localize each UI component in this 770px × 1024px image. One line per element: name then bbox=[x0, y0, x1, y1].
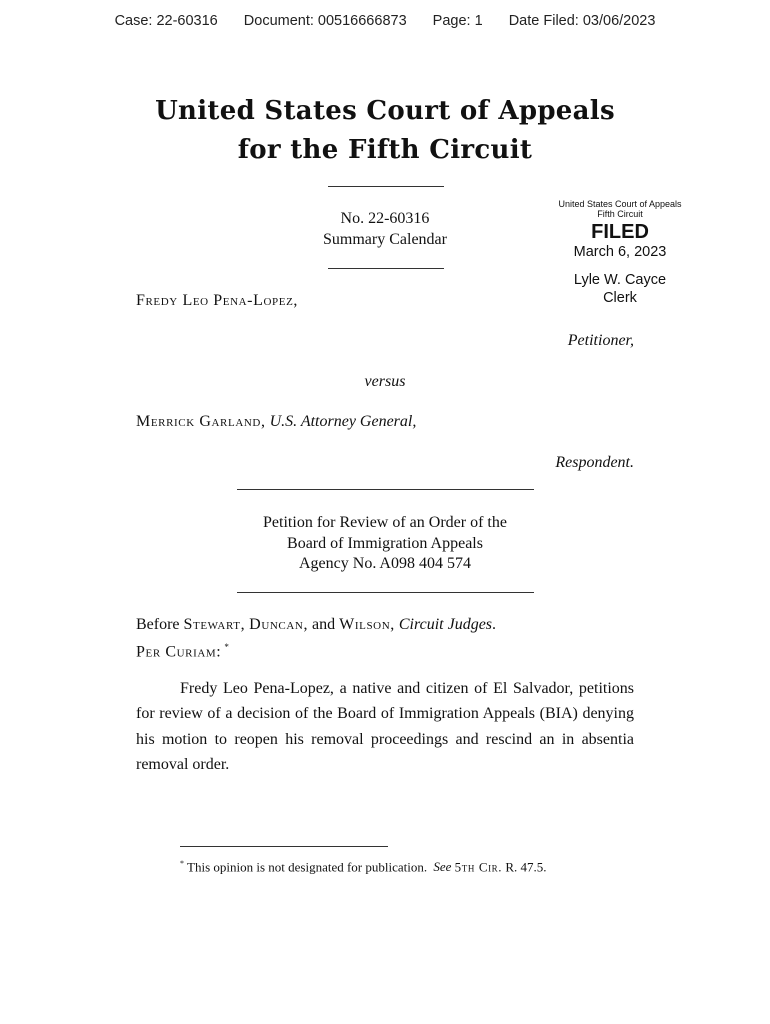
petitioner-name: Fredy Leo Pena-Lopez, bbox=[136, 292, 298, 309]
page-number-header: Page: 1 bbox=[432, 13, 483, 29]
petition-top-divider bbox=[237, 489, 534, 490]
footnote-mark: * bbox=[180, 859, 184, 868]
document-number-header: Document: 00516666873 bbox=[243, 13, 407, 29]
docket-number: No. 22-60316 bbox=[340, 210, 430, 227]
footnote-text: This opinion is not designated for publication. bbox=[187, 859, 428, 875]
stamp-clerk-title: Clerk bbox=[603, 290, 637, 306]
date-filed-header: Date Filed: 03/06/2023 bbox=[508, 13, 656, 29]
panel-line bbox=[136, 616, 496, 634]
body-line-1: Fredy Leo Pena-Lopez, a native and citizen of El Salvador, petitions bbox=[180, 680, 634, 697]
body-line-4: removal order. bbox=[136, 756, 230, 773]
agency-number: Agency No. A098 404 574 bbox=[299, 555, 471, 572]
petition-line1: Petition for Review of an Order of the bbox=[263, 514, 507, 531]
summary-calendar: Summary Calendar bbox=[323, 231, 447, 248]
petitioner-role: Petitioner, bbox=[567, 332, 634, 349]
title-divider bbox=[328, 186, 444, 187]
panel-and: and bbox=[312, 616, 336, 633]
respondent-title: U.S. Attorney General, bbox=[269, 413, 417, 430]
stamp-date: March 6, 2023 bbox=[573, 244, 667, 260]
panel-title: Circuit Judges bbox=[398, 616, 493, 633]
footnote-see: See bbox=[433, 859, 452, 875]
docket-divider bbox=[328, 268, 444, 269]
court-title-line1: United States Court of Appeals bbox=[155, 96, 615, 126]
panel-before: Before bbox=[136, 616, 180, 633]
stamp-clerk-name: Lyle W. Cayce bbox=[573, 272, 667, 288]
footnote-cite: 5th Cir. bbox=[454, 859, 503, 875]
petition-bottom-divider bbox=[237, 592, 534, 593]
respondent-name: Merrick Garland, bbox=[136, 413, 266, 430]
versus-label: versus bbox=[364, 373, 406, 390]
judge-duncan: Duncan, bbox=[249, 616, 309, 633]
judge-wilson: Wilson, bbox=[339, 616, 395, 633]
filing-header bbox=[0, 13, 770, 29]
per-curiam bbox=[136, 642, 229, 661]
body-line-3: his motion to reopen his removal proceedings and rescind an in absentia bbox=[136, 731, 634, 748]
respondent-role: Respondent. bbox=[555, 454, 634, 471]
stamp-circuit: Fifth Circuit bbox=[597, 209, 643, 219]
panel-period: . bbox=[492, 616, 497, 633]
footnote-cite-rest: R. 47.5. bbox=[505, 859, 547, 875]
court-title-line2: for the Fifth Circuit bbox=[237, 135, 533, 165]
per-curiam-footnote-mark: * bbox=[224, 642, 230, 652]
footnote-divider bbox=[180, 846, 388, 847]
per-curiam-label: Per Curiam: bbox=[136, 643, 222, 661]
body-line-2: for review of a decision of the Board of Immigration Appeals (BIA) denying bbox=[136, 705, 634, 722]
respondent-line bbox=[136, 413, 416, 431]
judge-stewart: Stewart, bbox=[183, 616, 246, 633]
footnote bbox=[180, 859, 547, 875]
stamp-court: United States Court of Appeals bbox=[558, 199, 682, 209]
petition-line2: Board of Immigration Appeals bbox=[287, 535, 483, 552]
case-number-header: Case: 22-60316 bbox=[114, 13, 218, 29]
stamp-filed: FILED bbox=[591, 221, 649, 243]
